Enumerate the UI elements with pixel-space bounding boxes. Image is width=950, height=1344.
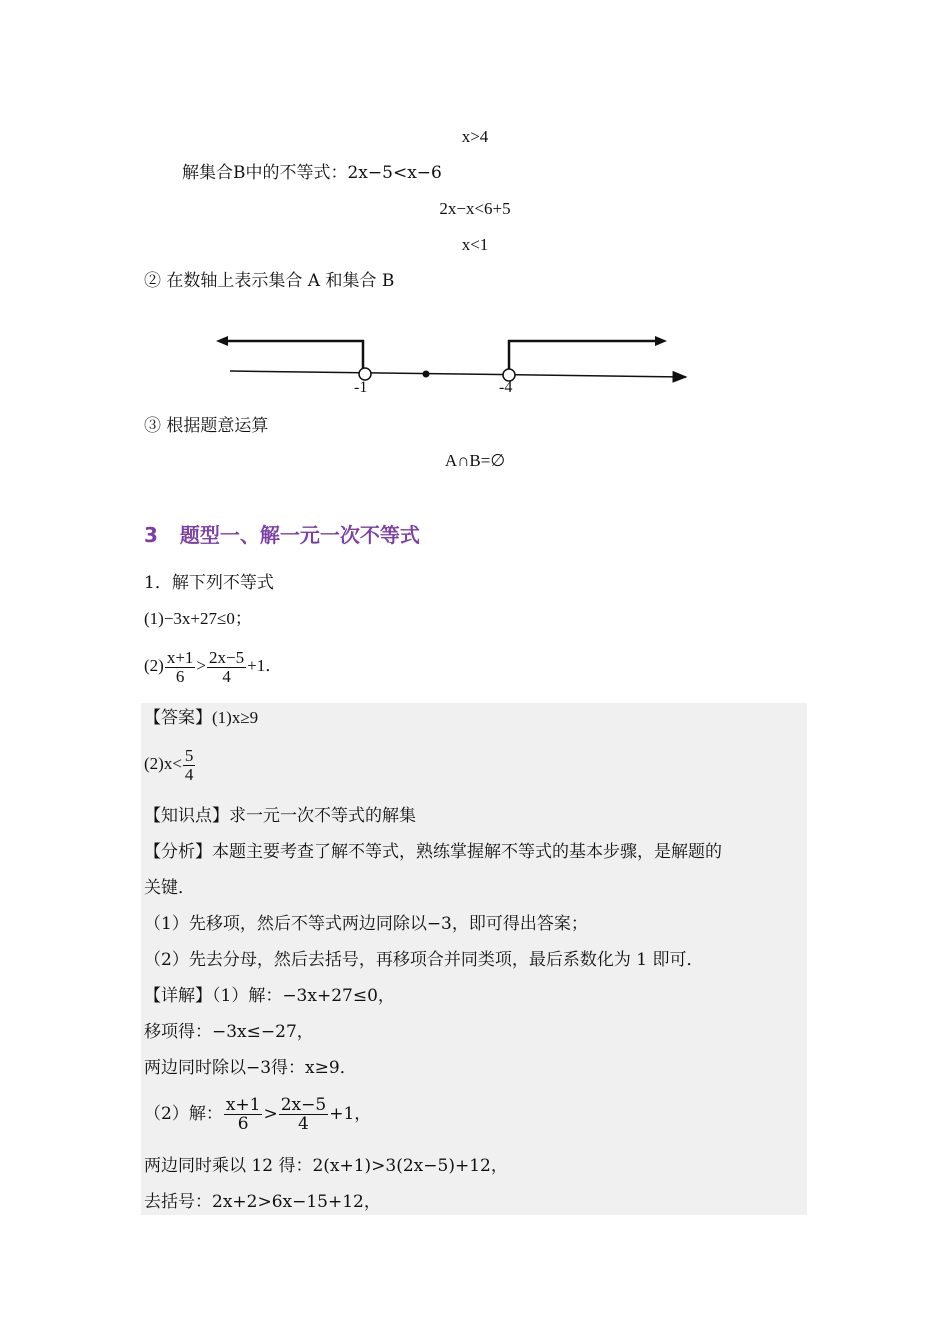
set-b-ray <box>222 341 363 372</box>
problem-part-1: (1)−3x+27≤0； <box>144 609 252 628</box>
step-2-label: ② 在数轴上表示集合 A 和集合 B <box>144 271 395 291</box>
detail-line-5: 两边同时乘以 12 得：2(x+1)>3(2x−5)+12， <box>144 1156 508 1176</box>
inequality-result-b: x<1 <box>461 235 489 254</box>
answer-line-2: (2)x< $\frac{5}{4}$ <box>144 745 194 784</box>
detail-fraction-rhs: $\frac{2x-5}{4}$ <box>280 1095 327 1134</box>
section-number: 3 <box>144 523 158 547</box>
fraction-rhs: $\frac{2x-5}{4}$ <box>209 647 245 686</box>
answer-line-1: 【答案】(1)x≥9 <box>144 708 259 727</box>
knowledge-point: 【知识点】求一元一次不等式的解集 <box>144 806 416 826</box>
hint-2: （2）先去分母，然后去括号，再移项合并同类项，最后系数化为 1 即可． <box>144 950 704 970</box>
set-a-ray <box>509 341 660 374</box>
problem-intro: 1．解下列不等式 <box>144 573 274 593</box>
detail-line-4: （2）解： $\frac{x+1}{6}$ > $\frac{2x-5}{4}$ +1， <box>144 1095 372 1134</box>
section-heading <box>144 519 420 548</box>
solve-set-b-line: 解集合B中的不等式：2x−5<x−6 <box>182 163 442 183</box>
analysis-line-1: 【分析】本题主要考查了解不等式，熟练掌握解不等式的基本步骤，是解题的 <box>144 842 722 862</box>
problem-part-2: (2) $\frac{x+1}{6}$ > $\frac{2x-5}{4}$ +1． <box>144 647 283 686</box>
number-line-diagram <box>0 328 950 398</box>
detail-line-3: 两边同时除以−3得：x≥9． <box>144 1058 357 1078</box>
hint-1: （1）先移项，然后不等式两边同除以−3，即可得出答案； <box>144 914 588 934</box>
analysis-line-2: 关键． <box>144 878 195 898</box>
axis-line <box>230 371 686 377</box>
section-title: 题型一、解一元一次不等式 <box>179 523 420 547</box>
intersection-result: A∩B=∅ <box>444 451 506 470</box>
label-left: -1 <box>354 379 368 396</box>
origin-dot <box>423 371 430 378</box>
answer-fraction: $\frac{5}{4}$ <box>184 745 194 784</box>
set-b-arrowhead <box>216 336 228 346</box>
detail-line-6: 去括号：2x+2>6x−15+12， <box>144 1192 381 1212</box>
detail-fraction-lhs: $\frac{x+1}{6}$ <box>225 1095 261 1134</box>
part-2-prefix: (2) <box>144 656 164 675</box>
label-right: -4 <box>499 379 513 396</box>
detail-line-1: 【详解】（1）解：−3x+27≤0， <box>144 986 395 1006</box>
inequality-step-b1: 2x−x<6+5 <box>439 199 511 218</box>
inequality-result-a: x>4 <box>461 127 489 146</box>
fraction-lhs: $\frac{x+1}{6}$ <box>166 647 194 686</box>
set-a-arrowhead <box>655 336 667 346</box>
detail-line-2: 移项得：−3x≤−27， <box>144 1022 314 1042</box>
step-3-label: ③ 根据题意运算 <box>144 416 269 436</box>
